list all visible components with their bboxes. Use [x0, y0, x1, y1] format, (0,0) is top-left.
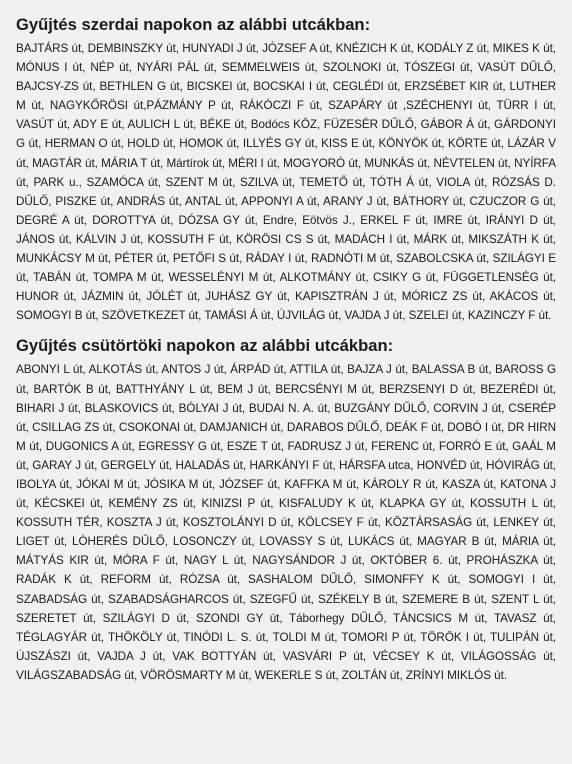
wednesday-street-list: BAJTÁRS út, DEMBINSZKY út, HUNYADI J út, JÓZSEF A út, KNÉZICH K út, KODÁLY Z út, MIKES K út, MÓNUS I út, NÉP út, NYÁRI PÁL út, SEMMELWEIS út, SZOLNOKI út, TÓSZEGI út, VASÚT DŰLŐ, BAJCSY-ZS út, BETHLEN G út, BICSKEI út, BOCSKAI I út, CEGLÉDI út, ERZSÉBET KIR út, LUTHER M út, NAGYKŐRÖSI út,PÁZMÁNY P út, RÁKÓCZI F út, SZAPÁRY út ,SZÉCHENYI út, TÜRR I út, VASÚT út, ADY E út, AULICH L út, BÉKE út, Bodócs KÖZ, FÜZESÉR DŰLŐ, GÁBOR Á út, GÁRDONYI G út, HERMAN O út, HOLD út, HOMOK út, ILLYÉS GY út, KISS E út, KÖNYÖK út, KÖRTE út, LÁZÁR V út, MAGTÁR út, MÁRIA T út, Mártírok út, MÉRI I út, MOGYORÓ út, MUNKÁS út, NÉVTELEN út, NYÍRFA út, PARK u., SZAMÓCA út, SZENT M út, SZILVA út, TEMETŐ út, TÓTH Á út, VIOLA út, RÓZSÁS D. DŰLŐ, PISZKE út, ANDRÁS út, ANTAL út, APPONYI A út, ARANY J út, BÁTHORY út, CZUCZOR G út, DEGRÉ A út, DOROTTYA út, DÓZSA GY út, Endre, Eötvös J., ERKEL F út, IMRE út, IRÁNYI D út, JÁNOS út, KÁLVIN J út, KOSSUTH F út, KÖRÖSI CS S út, MADÁCH I út, MÁRK út, MIKSZÁTH K út, MUNKÁCSY M út, PÉTER út, PETŐFI S út, RÁDAY I út, RADNÓTI M út, SZABOLCSKA út, SZILÁGYI E út, TABÁN út, TOMPA M út, WESSELÉNYI M út, ALKOTMÁNY út, CSIKY G út, FÜGGETLENSÉG út, HUNOR út, JÁZMIN út, JÓLÉT út, JUHÁSZ GY út, KAPISZTRÁN J út, MÓRICZ ZS út, AKÁCOS út, SOMOGYI B út, SZÖVETKEZET út, TAMÁSI Á út, ÚJVILÁG út, VAJDA J út, SZELEI út, KAZINCZY F út. — [16, 42, 556, 323]
thursday-street-list: ABONYI L út, ALKOTÁS út, ANTOS J út, ÁRPÁD út, ATTILA út, BAJZA J út, BALASSA B út, BAROSS G út, BARTÓK B út, BATTHYÁNY L út, BEM J út, BERCSÉNYI M út, BERZSENYI D út, BEZERÉDI út, BIHARI J út, BLASKOVICS út, BÓLYAI J út, BUDAI N. A. út, BUZGÁNY DŰLŐ, CORVIN J út, CSERÉP út, CSILLAG ZS út, CSOKONAI út, DAMJANICH út, DARABOS DŰLŐ, DEÁK F út, DOBÓ I út, DR HIRN M út, DUGONICS A út, EGRESSY G út, ESZE T út, FADRUSZ J út, FERENC út, FORRÓ E út, GAÁL M út, GARAY J út, GERGELY út, HALADÁS út, HARKÁNYI F út, HÁRSFA utca, HONVÉD út, HÓVIRÁG út, IBOLYA út, JÓKAI M út, JÓSIKA M út, JÓZSEF út, KAFFKA M út, KÁROLY R út, KASZA út, KATONA J út, KÉCSKEI út, KEMÉNY ZS út, KINIZSI P út, KISFALUDY K út, KLAPKA GY út, KOSSUTH L út, KOSSUTH TÉR, KOSZTA J út, KOSZTOLÁNYI D út, KÖLCSEY F út, KÖZTÁRSASÁG út, LENKEY út, LIGET út, LÓHERÉS DŰLŐ, LOSONCZY út, LOVASSY S út, LUKÁCS út, MAGYAR B út, MÁRIA út, MÁTYÁS KIR út, MÓRA F út, NAGY L út, NAGYSÁNDOR J út, OKTÓBER 6. út, PROHÁSZKA út, RADÁK K út, REFORM út, RÓZSA út, SASHALOM DŰLŐ, SIMONFFY K út, SOMOGYI I út, SZABADSÁG út, SZABADSÁGHARCOS út, SZEGFŰ út, SZÉKELY B út, SZEMERE B út, SZENT L út, SZERETET út, SZILÁGYI D út, SZONDI GY út, Táborhegy DŰLŐ, TÁNCSICS M út, TAVASZ út, TÉGLAGYÁR út, THÖKÖLY út, TINÓDI L. S. út, TOLDI M út, TOMORI P út, TÖRÖK I út, TULIPÁN út, ÚJSZÁSZI út, VAJDA J út, VAK BOTTYÁN út, VASVÁRI P út, VÉCSEY K út, VILÁGOSSÁG út, VILÁGSZABADSÁG út, VÖRÖSMARTY M út, WEKERLE S út, ZOLTÁN út, ZRÍNYI MIKLÓS út. — [16, 363, 556, 682]
thursday-heading: Gyűjtés csütörtöki napokon az alábbi utcákban: — [16, 336, 394, 356]
wednesday-heading: Gyűjtés szerdai napokon az alábbi utcákban: — [16, 15, 371, 34]
